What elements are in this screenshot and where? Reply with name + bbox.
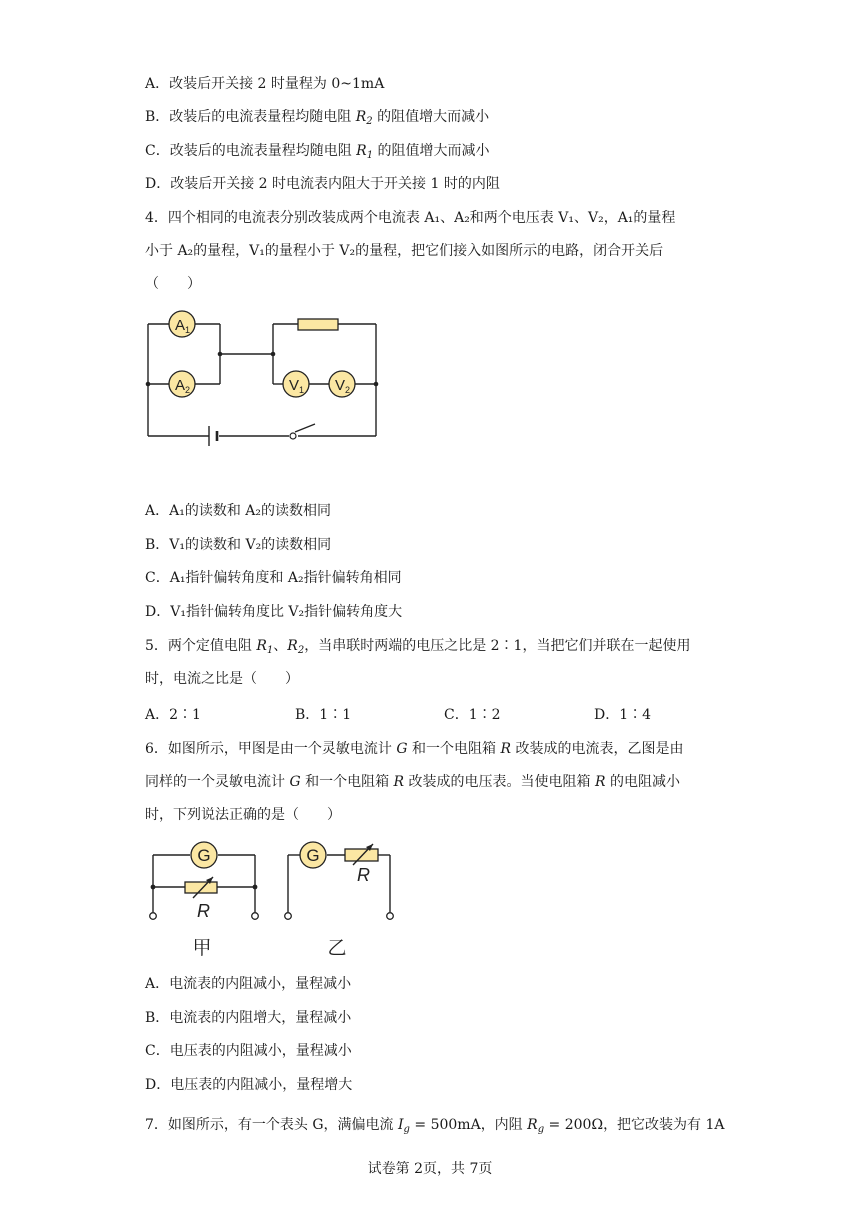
q3-option-b-rest: 的阻值增大而减小	[372, 109, 490, 125]
q4-option-a: A．A₁的读数和 A₂的读数相同	[145, 503, 332, 519]
q5-option-d: D．1∶4	[594, 707, 652, 723]
q3-option-b-var: R	[355, 109, 367, 125]
q5-option-a: A．2∶1	[145, 707, 201, 723]
q6-option-c: C．电压表的内阻减小，量程减小	[145, 1043, 352, 1059]
q3-option-b-sub: 2	[366, 116, 373, 127]
q7-text-a: 7．如图所示，有一个表头 G，满偏电流	[145, 1117, 398, 1133]
q4-option-d: D．V₁指针偏转角度比 V₂指针偏转角度大	[145, 604, 403, 620]
q6-circuit-diagram	[145, 840, 405, 965]
q6-text-g: 的电阻减小	[605, 774, 680, 790]
yi-resistor-label: R	[357, 865, 370, 885]
q6-text-e: 和一个电阻箱	[300, 774, 394, 790]
q4-stem-line1: 4．四个相同的电流表分别改装成两个电流表 A₁、A₂和两个电压表 V₁、V₂，A₁的量程	[145, 210, 676, 226]
q7-ig: I	[398, 1117, 404, 1133]
q5-stem-rest: ，当串联时两端的电压之比是 2∶1，当把它们并联在一起使用	[304, 638, 691, 654]
q6-g1: G	[396, 741, 408, 757]
q6-r1: R	[500, 741, 511, 757]
q6-stem-line1	[145, 739, 683, 759]
yi-caption: 乙	[327, 937, 347, 959]
meter-v1-label: $V_1$	[289, 377, 305, 395]
meter-a2-label: $A_2$	[175, 377, 191, 395]
q5-r2-sub: 2	[297, 645, 305, 656]
q6-stem-line3: 时，下列说法正确的是（ ）	[145, 807, 341, 823]
jia-galvanometer-label: G	[197, 846, 211, 865]
jia-caption: 甲	[192, 937, 212, 959]
q3-option-c-sub: 1	[366, 150, 374, 161]
q3-option-b-text: B．改装后的电流表量程均随电阻	[145, 109, 356, 125]
q7-rg-value: = 200Ω	[544, 1117, 604, 1133]
q5-stem-line1	[145, 636, 690, 661]
meter-a1-label: $A_1$	[175, 317, 191, 335]
yi-galvanometer-label: G	[306, 846, 320, 865]
q6-r2: R	[393, 774, 405, 790]
q3-option-c-var: R	[356, 143, 367, 159]
q3-option-c	[145, 141, 490, 166]
q6-option-a: A．电流表的内阻减小，量程减小	[145, 976, 352, 992]
q3-option-c-text: C．改装后的电流表量程均随电阻	[145, 143, 357, 159]
q6-text-d: 同样的一个灵敏电流计	[145, 774, 290, 790]
q6-option-d: D．电压表的内阻减小，量程增大	[145, 1077, 353, 1093]
q6-text-f: 改装成的电压表。当使电阻箱	[404, 774, 595, 790]
q7-text-b: ，内阻	[480, 1117, 528, 1133]
q3-option-d: D．改装后开关接 2 时电流表内阻大于开关接 1 时的内阻	[145, 176, 500, 192]
q4-option-c: C．A₁指针偏转角度和 A₂指针偏转角相同	[145, 570, 402, 586]
q7-ig-sub: g	[403, 1124, 410, 1135]
q4-stem-line3: （ ）	[145, 276, 201, 292]
q7-text-c: ，把它改装为有 1A	[603, 1117, 725, 1133]
q4-stem-line2: 小于 A₂的量程，V₁的量程小于 V₂的量程，把它们接入如图所示的电路，闭合开关后	[145, 243, 664, 259]
q6-text-c: 改装成的电流表，乙图是由	[511, 741, 684, 757]
q6-text-b: 和一个电阻箱	[407, 741, 501, 757]
q7-stem-line1	[145, 1115, 725, 1140]
q7-rg-sub: g	[537, 1124, 545, 1135]
q5-sep: 、	[273, 638, 288, 654]
q4-option-b: B．V₁的读数和 V₂的读数相同	[145, 537, 332, 553]
q5-r1-sub: 1	[266, 645, 274, 656]
q5-stem-line2: 时，电流之比是（ ）	[145, 671, 299, 687]
q5-option-b: B．1∶1	[295, 707, 352, 723]
meter-v2-label: $V_2$	[335, 377, 351, 395]
q7-rg: R	[527, 1117, 538, 1133]
q3-option-b	[145, 107, 489, 132]
q3-option-a: A．改装后开关接 2 时量程为 0~1mA	[145, 76, 385, 92]
q5-r1: R	[256, 638, 267, 654]
q7-ig-value: = 500mA	[409, 1117, 481, 1133]
q3-option-c-rest: 的阻值增大而减小	[373, 143, 490, 159]
jia-resistor-label: R	[197, 901, 210, 921]
q6-option-b: B．电流表的内阻增大，量程减小	[145, 1010, 352, 1026]
q5-r2: R	[287, 638, 298, 654]
q4-circuit-diagram	[145, 310, 385, 450]
q5-stem-text: 5．两个定值电阻	[145, 638, 257, 654]
page-footer: 试卷第 2页，共 7页	[367, 1161, 493, 1177]
q6-stem-line2	[145, 772, 680, 792]
q6-g2: G	[289, 774, 301, 790]
q6-r3: R	[595, 774, 606, 790]
q6-text-a: 6．如图所示，甲图是由一个灵敏电流计	[145, 741, 397, 757]
q5-option-c: C．1∶2	[444, 707, 501, 723]
